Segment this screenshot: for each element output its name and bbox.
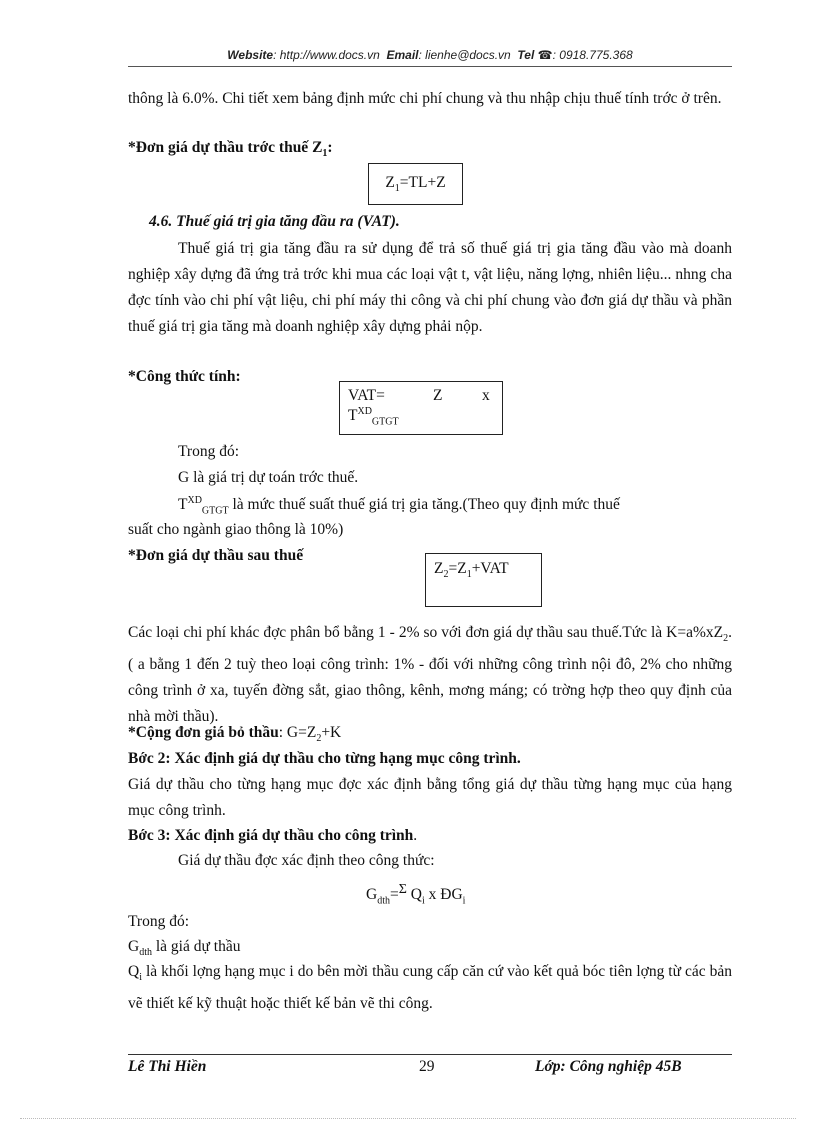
- section-heading: 4.6. Thuế giá trị gia tăng đầu ra (VAT).: [149, 213, 400, 230]
- z1-formula-box: $Z_1=TL+Z$: [368, 163, 463, 205]
- page-number: 29: [419, 1058, 435, 1075]
- website-url[interactable]: : http://www.docs.vn: [273, 48, 380, 62]
- page-header: [128, 48, 732, 62]
- footer-class: Lớp: Công nghiệp 45B: [535, 1058, 682, 1075]
- footer-author: Lê Thi Hiền: [128, 1058, 207, 1075]
- paragraph-other-costs: Các loại chi phí khác đợc phân bổ bằng 1 - 2% so với đơn giá dự thầu sau thuế.Tức là $K=a\%xZ_2$. ( a bằng 1 đến 2 tuỳ theo loại công trình: 1% - đối với những công trình nội đô, 2% cho những công trình ở xa, tuyến đờng sắt, giao thông, kênh, mơng máng; có trờng hợp theo quy định của nhà mời thầu).: [128, 624, 732, 726]
- footer-divider: [128, 1054, 732, 1055]
- email-label: Email: [386, 48, 419, 62]
- step-3-heading: Bớc 3: Xác định giá dự thầu cho công trình.: [128, 827, 418, 844]
- g-heading: *Cộng đơn giá bỏ thầu: $G=Z_2+K$: [128, 724, 342, 745]
- qi-definition: $Q_i$ là khối lợng hạng mục i do bên mời thầu cung cấp căn cứ vào kết quả bóc tiên lợng từ các bản vẽ thiết kế kỹ thuật hoặc thiết kế bản vẽ thi công.: [128, 963, 732, 1013]
- g-definition: G là giá trị dự toán trớc thuế.: [178, 469, 359, 486]
- header-divider: [128, 66, 732, 67]
- sigma-symbol: Σ: [398, 882, 407, 897]
- z2-formula-box: $Z_2=Z_1+VAT$: [425, 553, 542, 607]
- phone-icon: ☎: [537, 48, 553, 62]
- paragraph-step-3: Giá dự thầu đợc xác định theo công thức:: [178, 852, 435, 869]
- trong-do-label: Trong đó:: [178, 443, 240, 460]
- gdth-definition: $G_{dth}$ là giá dự thầu: [128, 938, 241, 959]
- website-label: Website: [227, 48, 274, 62]
- vat-formula-box: VAT= Z x $T^{XD}_{GTGT}$: [339, 381, 503, 435]
- t-definition: $T^{XD}_{GTGT}$ là mức thuế suất thuế giá trị gia tăng.(Theo quy định mức thuế: [178, 495, 620, 517]
- paragraph-vat: Thuế giá trị gia tăng đầu ra sử dụng để trả số thuế giá trị gia tăng đầu vào mà doanh nghiệp xây dựng đã ứng trả trớc khi mua các loại vật t, vật liệu, năng lợng, nhiên liệu... nhng cha đợc tính vào chi phí vật liệu, chi phí máy thi công và chi phí chung vào đơn giá dự thầu và phần thuế giá trị gia tăng mà doanh nghiệp xây dựng phải nộp.: [128, 240, 732, 335]
- formula-label: *Công thức tính:: [128, 368, 241, 385]
- g-formula: $G_{dth}=^\Sigma$ $Q_i$ x $ĐG_i$: [366, 882, 466, 907]
- t-definition-cont: suất cho ngành giao thông là 10%): [128, 521, 344, 538]
- tel-label: Tel: [517, 48, 535, 62]
- step-2-heading: Bớc 2: Xác định giá dự thầu cho từng hạng mục công trình.: [128, 750, 521, 767]
- email-address[interactable]: : lienhe@docs.vn: [418, 48, 511, 62]
- paragraph-step-2: Giá dự thầu cho từng hạng mục đợc xác định bằng tổng giá dự thầu từng hạng mục của hạng mục công trình.: [128, 776, 732, 819]
- z2-heading: *Đơn giá dự thầu sau thuế: [128, 547, 304, 564]
- trong-do-label-2: Trong đó:: [128, 913, 190, 930]
- bottom-dotted-rule: [20, 1118, 796, 1119]
- paragraph-intro: thông là 6.0%. Chi tiết xem bảng định mức chi phí chung và thu nhập chịu thuế tính trớc ở trên.: [128, 90, 722, 107]
- z1-heading: *Đơn giá dự thầu trớc thuế $Z_1$:: [128, 139, 333, 160]
- tel-number: : 0918.775.368: [552, 48, 633, 62]
